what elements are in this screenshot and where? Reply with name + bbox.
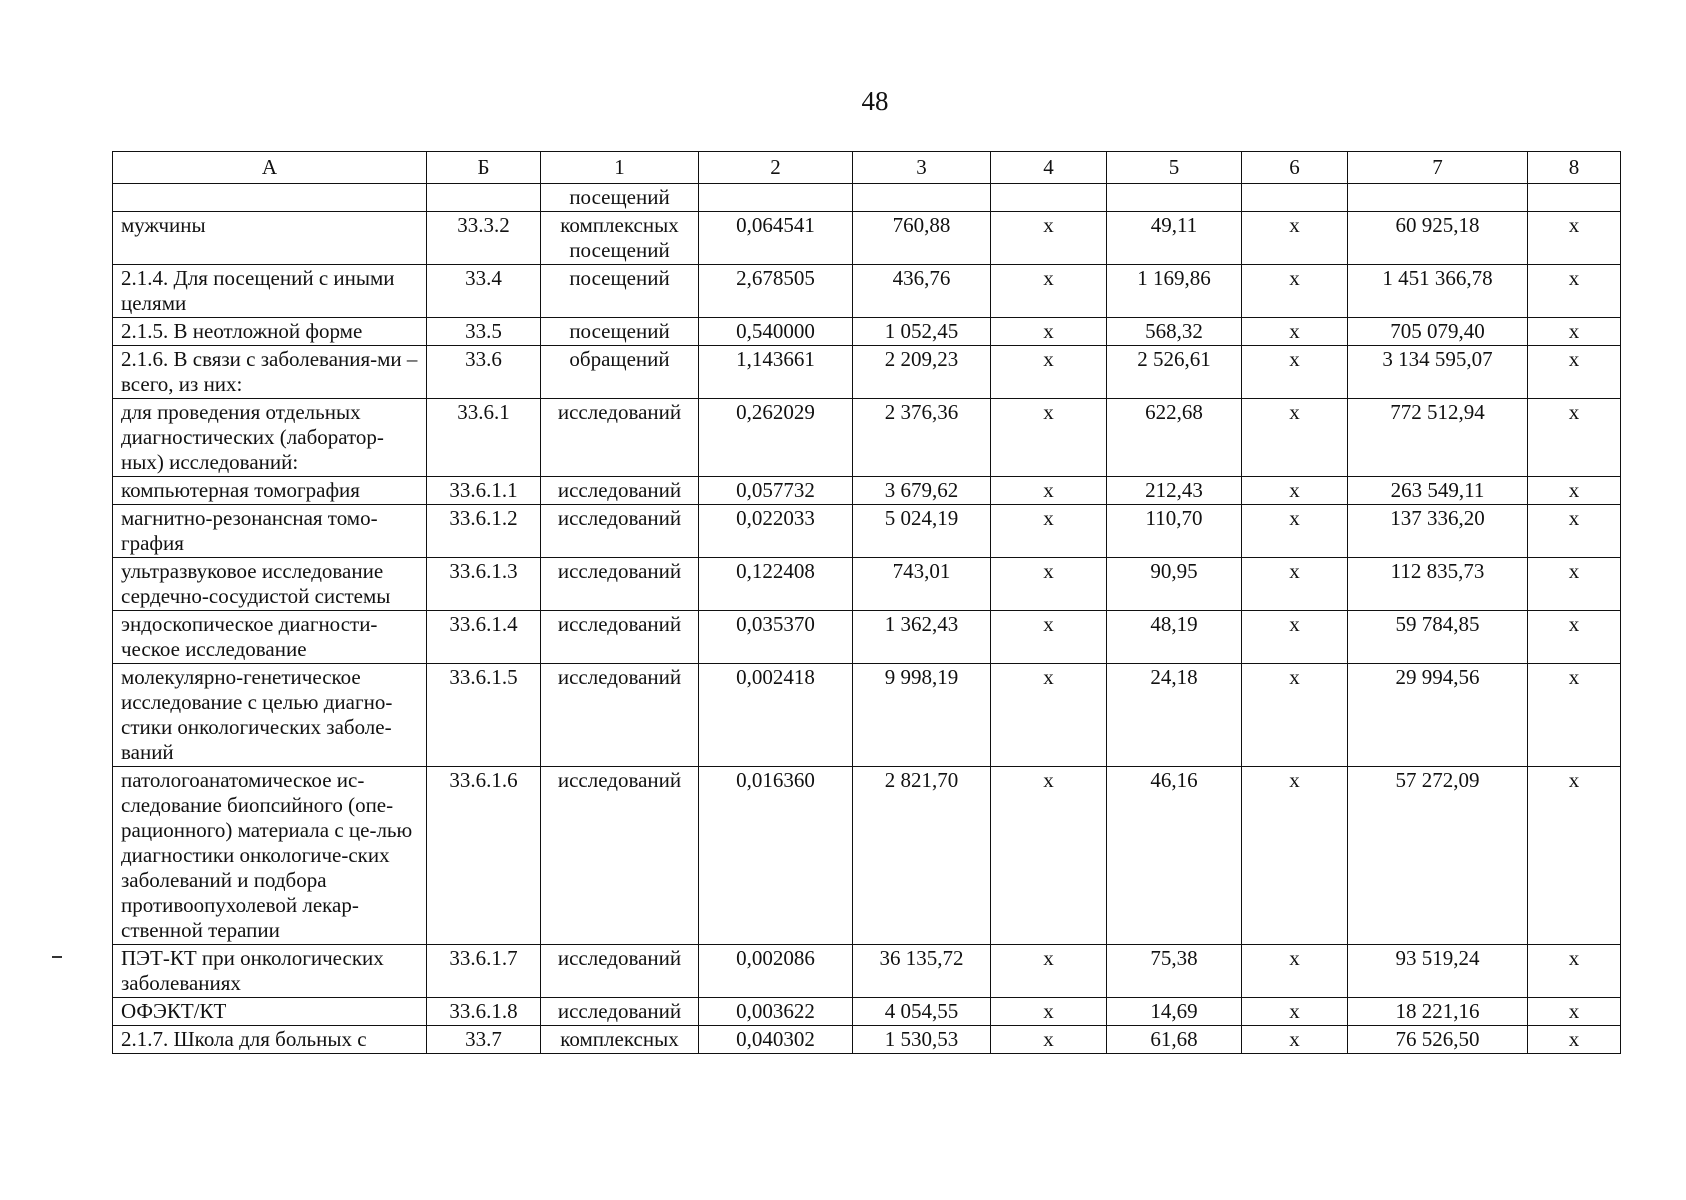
table-row: [113, 558, 1621, 611]
table-cell: [427, 184, 541, 212]
table-row: [113, 265, 1621, 318]
table-row: [113, 346, 1621, 399]
table-cell: х: [1242, 477, 1348, 505]
table-cell: комплексных: [541, 1026, 699, 1054]
table-cell: х: [1528, 998, 1621, 1026]
table-cell: 5 024,19: [853, 505, 991, 558]
table-cell: исследований: [541, 611, 699, 664]
table-cell: х: [991, 399, 1107, 477]
column-header: 7: [1348, 152, 1528, 184]
table-cell: 14,69: [1107, 998, 1242, 1026]
column-header: Б: [427, 152, 541, 184]
table-cell: х: [991, 664, 1107, 767]
table-cell: х: [1242, 346, 1348, 399]
table-cell: [1528, 184, 1621, 212]
table-cell: х: [991, 212, 1107, 265]
table-row: [113, 1026, 1621, 1054]
table-cell: посещений: [541, 318, 699, 346]
table-cell: х: [1528, 664, 1621, 767]
table-cell: 76 526,50: [1348, 1026, 1528, 1054]
column-header: 2: [699, 152, 853, 184]
table-cell: 0,003622: [699, 998, 853, 1026]
table-cell: 1 451 366,78: [1348, 265, 1528, 318]
table-cell: х: [1242, 318, 1348, 346]
table-cell: х: [1242, 212, 1348, 265]
table-cell: исследований: [541, 505, 699, 558]
table-cell: исследований: [541, 477, 699, 505]
table-cell: х: [1242, 558, 1348, 611]
table-cell: х: [1528, 212, 1621, 265]
table-cell: исследований: [541, 945, 699, 998]
table-cell: 33.6.1.3: [427, 558, 541, 611]
table-cell: 112 835,73: [1348, 558, 1528, 611]
table-cell: [1242, 184, 1348, 212]
table-cell: х: [1242, 1026, 1348, 1054]
table-cell: 2.1.7. Школа для больных с: [113, 1026, 427, 1054]
table-cell: х: [1528, 477, 1621, 505]
table-cell: 0,002418: [699, 664, 853, 767]
margin-mark: [52, 956, 62, 958]
table-cell: 93 519,24: [1348, 945, 1528, 998]
table-cell: 622,68: [1107, 399, 1242, 477]
table-cell: х: [1242, 611, 1348, 664]
table-cell: [699, 184, 853, 212]
table-cell: 49,11: [1107, 212, 1242, 265]
table-cell: 3 134 595,07: [1348, 346, 1528, 399]
table-cell: исследований: [541, 558, 699, 611]
table-cell: 4 054,55: [853, 998, 991, 1026]
table-cell: 2.1.6. В связи с заболевания-ми – всего, из них:: [113, 346, 427, 399]
table-row: [113, 318, 1621, 346]
table-cell: 568,32: [1107, 318, 1242, 346]
table-cell: 33.6: [427, 346, 541, 399]
table-cell: исследований: [541, 767, 699, 945]
table-cell: 0,057732: [699, 477, 853, 505]
table-cell: 90,95: [1107, 558, 1242, 611]
table-cell: [1348, 184, 1528, 212]
table-cell: х: [991, 346, 1107, 399]
table-cell: магнитно-резонансная томо-графия: [113, 505, 427, 558]
table-cell: ОФЭКТ/КТ: [113, 998, 427, 1026]
table-cell: 33.6.1.8: [427, 998, 541, 1026]
table-cell: 137 336,20: [1348, 505, 1528, 558]
table-body: [113, 184, 1621, 1054]
table-cell: х: [1242, 399, 1348, 477]
table-row: [113, 664, 1621, 767]
table-cell: 33.6.1.7: [427, 945, 541, 998]
table-cell: х: [1528, 611, 1621, 664]
table-cell: мужчины: [113, 212, 427, 265]
table-cell: посещений: [541, 265, 699, 318]
table-cell: х: [1528, 318, 1621, 346]
table-cell: 33.6.1.5: [427, 664, 541, 767]
table-cell: [853, 184, 991, 212]
table-row: [113, 767, 1621, 945]
column-header: 3: [853, 152, 991, 184]
table-cell: 0,040302: [699, 1026, 853, 1054]
table-cell: эндоскопическое диагности-ческое исследование: [113, 611, 427, 664]
table-cell: 36 135,72: [853, 945, 991, 998]
table-cell: 263 549,11: [1348, 477, 1528, 505]
table-cell: 1 169,86: [1107, 265, 1242, 318]
table-cell: х: [1242, 505, 1348, 558]
table-cell: 110,70: [1107, 505, 1242, 558]
table-cell: исследований: [541, 664, 699, 767]
table-cell: ультразвуковое исследование сердечно-сосудистой системы: [113, 558, 427, 611]
table-cell: х: [991, 767, 1107, 945]
table-cell: 0,002086: [699, 945, 853, 998]
table-cell: х: [1242, 767, 1348, 945]
table-cell: 2 821,70: [853, 767, 991, 945]
table-cell: 75,38: [1107, 945, 1242, 998]
table-row: [113, 477, 1621, 505]
table-cell: х: [1528, 505, 1621, 558]
table-cell: 33.6.1: [427, 399, 541, 477]
table-cell: 33.4: [427, 265, 541, 318]
table-cell: [113, 184, 427, 212]
table-cell: 0,262029: [699, 399, 853, 477]
table-cell: х: [991, 945, 1107, 998]
data-table: [112, 151, 1621, 1054]
table-cell: патологоанатомическое ис-следование биопсийного (опе-рационного) материала с це-лью диагностики онкологиче-ских заболеваний и подбора противоопухолевой лекар-ственной терапии: [113, 767, 427, 945]
table-cell: х: [1528, 558, 1621, 611]
table-cell: 0,540000: [699, 318, 853, 346]
table-row: [113, 505, 1621, 558]
table-cell: 2 526,61: [1107, 346, 1242, 399]
table-cell: х: [991, 477, 1107, 505]
table-cell: 0,016360: [699, 767, 853, 945]
table-cell: х: [1242, 998, 1348, 1026]
table-cell: 743,01: [853, 558, 991, 611]
table-row: [113, 184, 1621, 212]
table-cell: 33.6.1.2: [427, 505, 541, 558]
table-cell: [1107, 184, 1242, 212]
table-cell: х: [991, 611, 1107, 664]
table-row: [113, 998, 1621, 1026]
table-cell: 772 512,94: [1348, 399, 1528, 477]
column-header: 8: [1528, 152, 1621, 184]
table-row: [113, 212, 1621, 265]
table-cell: х: [991, 505, 1107, 558]
table-cell: 0,035370: [699, 611, 853, 664]
table-cell: 2.1.5. В неотложной форме: [113, 318, 427, 346]
table-cell: исследований: [541, 998, 699, 1026]
table-cell: 57 272,09: [1348, 767, 1528, 945]
table-cell: [991, 184, 1107, 212]
table-cell: 436,76: [853, 265, 991, 318]
table-cell: 2 376,36: [853, 399, 991, 477]
table-cell: х: [1242, 664, 1348, 767]
table-cell: 33.6.1.6: [427, 767, 541, 945]
table-cell: х: [991, 1026, 1107, 1054]
table-cell: 1 530,53: [853, 1026, 991, 1054]
table-cell: 33.6.1.4: [427, 611, 541, 664]
table-cell: х: [1528, 265, 1621, 318]
column-header: 5: [1107, 152, 1242, 184]
page-number: 48: [861, 86, 889, 116]
table-cell: х: [991, 265, 1107, 318]
table-cell: 33.6.1.1: [427, 477, 541, 505]
table-cell: 61,68: [1107, 1026, 1242, 1054]
table-cell: 46,16: [1107, 767, 1242, 945]
table-cell: для проведения отдельных диагностических (лаборатор-ных) исследований:: [113, 399, 427, 477]
table-cell: х: [1242, 945, 1348, 998]
table-cell: х: [1528, 945, 1621, 998]
table-cell: х: [991, 998, 1107, 1026]
table-cell: 0,064541: [699, 212, 853, 265]
table-cell: х: [1528, 1026, 1621, 1054]
table-cell: 2,678505: [699, 265, 853, 318]
table-cell: 60 925,18: [1348, 212, 1528, 265]
column-header: А: [113, 152, 427, 184]
table-cell: 9 998,19: [853, 664, 991, 767]
table-cell: 0,122408: [699, 558, 853, 611]
column-header: 1: [541, 152, 699, 184]
table-cell: 59 784,85: [1348, 611, 1528, 664]
table-cell: 48,19: [1107, 611, 1242, 664]
table-cell: 0,022033: [699, 505, 853, 558]
table-cell: обращений: [541, 346, 699, 399]
table-cell: х: [991, 558, 1107, 611]
table-cell: 18 221,16: [1348, 998, 1528, 1026]
table-cell: 3 679,62: [853, 477, 991, 505]
table-cell: молекулярно-генетическое исследование с целью диагно-стики онкологических заболе-ваний: [113, 664, 427, 767]
table-cell: компьютерная томография: [113, 477, 427, 505]
header-row: [113, 152, 1621, 184]
table-cell: х: [1528, 346, 1621, 399]
table-row: [113, 945, 1621, 998]
table-cell: 1,143661: [699, 346, 853, 399]
table-row: [113, 611, 1621, 664]
table-cell: х: [1528, 767, 1621, 945]
table-cell: 29 994,56: [1348, 664, 1528, 767]
table-cell: 33.3.2: [427, 212, 541, 265]
table-cell: 212,43: [1107, 477, 1242, 505]
table-cell: 24,18: [1107, 664, 1242, 767]
table-cell: 2 209,23: [853, 346, 991, 399]
column-header: 6: [1242, 152, 1348, 184]
table-cell: 705 079,40: [1348, 318, 1528, 346]
table-cell: 33.5: [427, 318, 541, 346]
table-cell: х: [1242, 265, 1348, 318]
table-cell: х: [991, 318, 1107, 346]
table-cell: 2.1.4. Для посещений с иными целями: [113, 265, 427, 318]
table-row: [113, 399, 1621, 477]
table-cell: 760,88: [853, 212, 991, 265]
table-cell: посещений: [541, 184, 699, 212]
table-cell: х: [1528, 399, 1621, 477]
table-cell: исследований: [541, 399, 699, 477]
table-cell: ПЭТ-КТ при онкологических заболеваниях: [113, 945, 427, 998]
table-cell: комплексных посещений: [541, 212, 699, 265]
table-cell: 33.7: [427, 1026, 541, 1054]
table-cell: 1 362,43: [853, 611, 991, 664]
table-cell: 1 052,45: [853, 318, 991, 346]
column-header: 4: [991, 152, 1107, 184]
